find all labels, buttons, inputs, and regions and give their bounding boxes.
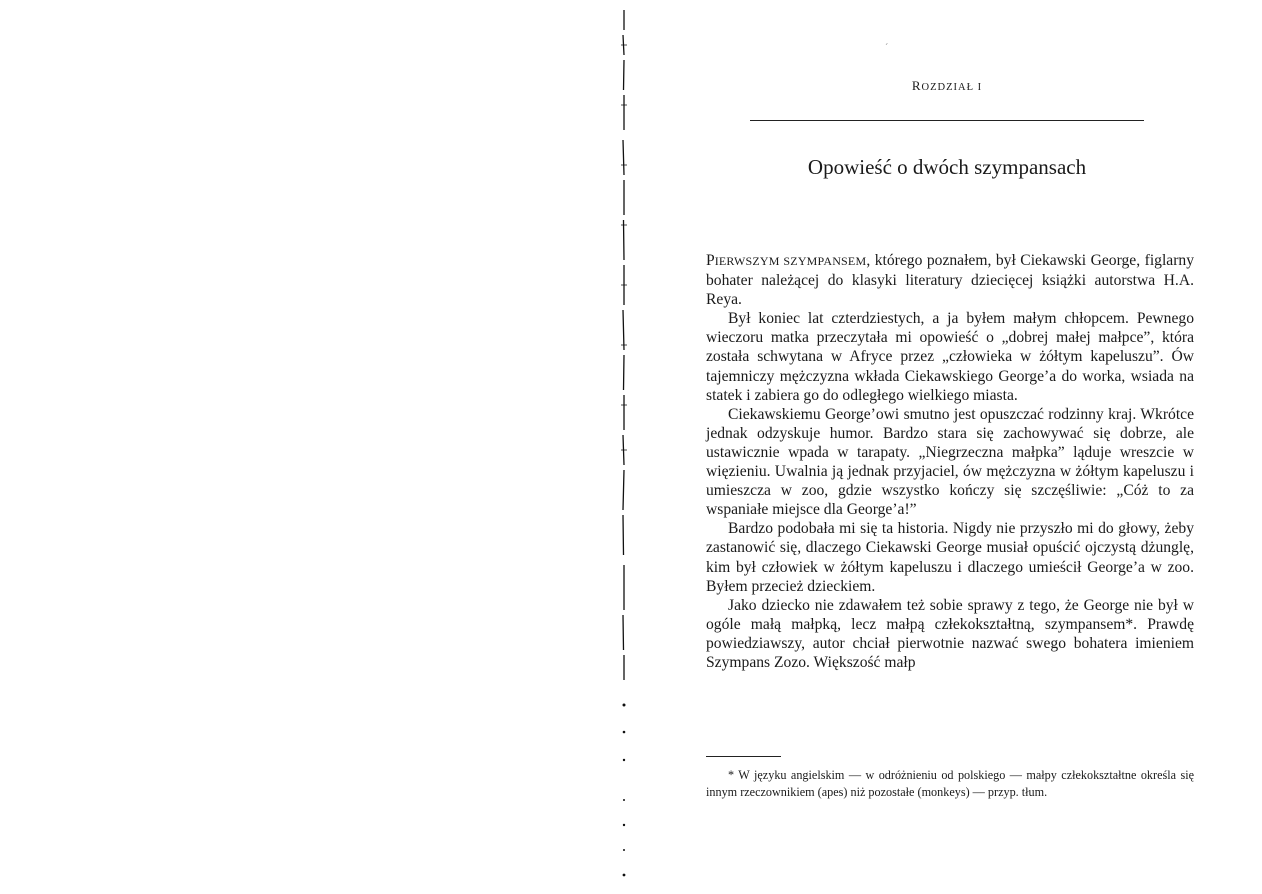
- chapter-label-initial: R: [911, 78, 922, 93]
- chapter-label-rest: OZDZIAŁ I: [921, 82, 983, 93]
- paragraph-5: Jako dziecko nie zdawałem też sobie sprawy z tego, że George nie był w ogóle małą małpką, lecz małpą człekokształtną, szympansem*. Prawdę powiedziawszy, autor chciał pierwotnie nazwać swego bohatera imieniem Szympans Zozo. Większość małp: [706, 596, 1194, 671]
- lead-smallcaps: IERWSZYM SZYMPANSEM: [714, 254, 867, 268]
- footnote-divider: [706, 756, 781, 757]
- paragraph-4: Bardzo podobała mi się ta historia. Nigdy nie przyszło mi do głowy, żeby zastanowić się, dlaczego Ciekawski George musiał opuścić ojczystą dżunglę, kim był człowiek w żółtym kapeluszu i dlaczego umieścił George’a w zoo. Byłem przecież dzieckiem.: [706, 520, 1194, 595]
- paragraph-3: Ciekawskiemu George’owi smutno jest opuszczać rodzinny kraj. Wkrótce jednak odzyskuje humor. Bardzo stara się zachowywać się dobrze, ale ustawicznie wpada w tarapaty. „Niegrzeczna małpka” ląduje wreszcie w więzieniu. Uwalnia ją jednak przyjaciel, ów mężczyzna w żółtym kapeluszu i umieszcza w zoo, gdzie wszystko kończy się szczęśliwie: „Cóż to za wspaniałe miejsce dla George’a!”: [706, 405, 1194, 519]
- paragraph-1-rest: , którego poznałem, był Ciekawski George, figlarny bohater należącej do klasyki literatury dziecięcej książki autorstwa H.A. Reya.: [706, 252, 1194, 309]
- footnote: [706, 767, 1194, 800]
- scan-speck: ´: [884, 44, 889, 54]
- paragraph-2: Był koniec lat czterdziestych, a ja byłem małym chłopcem. Pewnego wieczoru matka przeczytała mi opowieść o „dobrej małej małpce”, która została schwytana w Afryce przez „człowieka w żółtym kapeluszu”. Ów tajemniczy mężczyzna wkłada Ciekawskiego George’a do worka, wsiada na statek i zabiera go do odległego wielkiego miasta.: [706, 310, 1194, 404]
- paragraph-1: [706, 251, 1194, 309]
- footnote-text: * W języku angielskim — w odróżnieniu od polskiego — małpy człekokształtne określa się innym rzeczownikiem (apes) niż pozostałe (monkeys) — przyp. tłum.: [706, 768, 1194, 799]
- chapter-label: [750, 78, 1144, 94]
- lead-initial: P: [706, 252, 715, 269]
- book-spine-gutter: [621, 10, 627, 880]
- body-text: [706, 251, 1194, 672]
- chapter-title: Opowieść o dwóch szympansach: [807, 155, 1087, 179]
- chapter-divider: [750, 120, 1144, 121]
